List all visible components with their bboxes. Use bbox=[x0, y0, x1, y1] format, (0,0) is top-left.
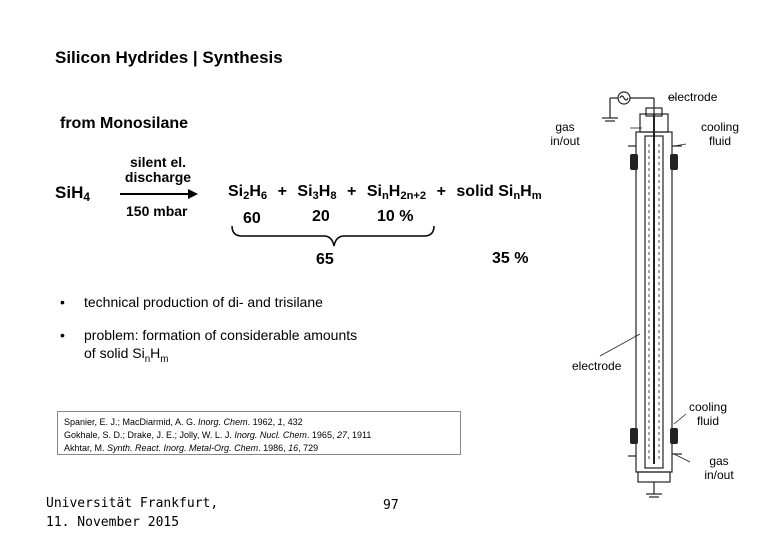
label-gas-top: gas in/out bbox=[550, 120, 580, 148]
bullet-item: • technical production of di- and trisilane bbox=[60, 294, 323, 310]
bullet-item: • problem: formation of considerable amounts of solid $Si_nH_m$ bbox=[60, 327, 358, 365]
label-cooling-top: cooling fluid bbox=[700, 120, 740, 148]
product-solid: solid $Si_nH_m$ bbox=[456, 183, 542, 202]
reactant-formula: SiH$_4$ bbox=[55, 183, 90, 204]
label-electrode-top: electrode bbox=[668, 90, 718, 104]
product-disilane: $Si_2H_6$ bbox=[228, 183, 268, 202]
page-number: 97 bbox=[383, 498, 399, 513]
yield-group-total: 65 bbox=[316, 251, 334, 268]
reference-line: Gokhale, S. D.; Drake, J. E.; Jolly, W. L. J. Inorg. Nucl. Chem. 1965, 27, 1911 bbox=[64, 430, 372, 440]
label-electrode-mid: electrode bbox=[572, 359, 622, 373]
reference-line: Spanier, E. J.; MacDiarmid, A. G. Inorg. Chem. 1962, 1, 432 bbox=[64, 417, 303, 427]
grouping-brace bbox=[228, 224, 440, 250]
reference-line: Akhtar, M. Synth. React. Inorg. Metal-Org. Chem. 1986, 16, 729 bbox=[64, 443, 319, 453]
slide-title: Silicon Hydrides | Synthesis bbox=[55, 48, 283, 67]
product-trisilane: $Si_3H_8$ bbox=[297, 183, 337, 202]
label-gas-bottom: gas in/out bbox=[704, 454, 734, 482]
section-subtitle: from Monosilane bbox=[60, 115, 189, 132]
yield-disilane: 60 bbox=[243, 210, 261, 227]
product-higher-silanes: $Si_nH_{2n+2}$ bbox=[366, 183, 427, 202]
reference-box bbox=[57, 411, 461, 455]
condition-top: silent el. discharge bbox=[124, 154, 192, 185]
yield-trisilane: 20 bbox=[312, 208, 330, 225]
label-cooling-bottom: cooling fluid bbox=[688, 400, 728, 428]
yield-solid: 35 % bbox=[492, 250, 529, 267]
condition-bottom: 150 mbar bbox=[126, 203, 188, 219]
apparatus-diagram bbox=[590, 84, 690, 504]
yield-higher: 10 % bbox=[377, 208, 414, 225]
product-list: $Si_2H_6 + Si_3H_8 + Si_nH_{2n+2}$ + solid $Si_nH_m$ bbox=[228, 183, 542, 202]
reaction-arrow bbox=[118, 188, 200, 200]
footer-institution: Universität Frankfurt, 11. November 2015 bbox=[46, 496, 219, 530]
